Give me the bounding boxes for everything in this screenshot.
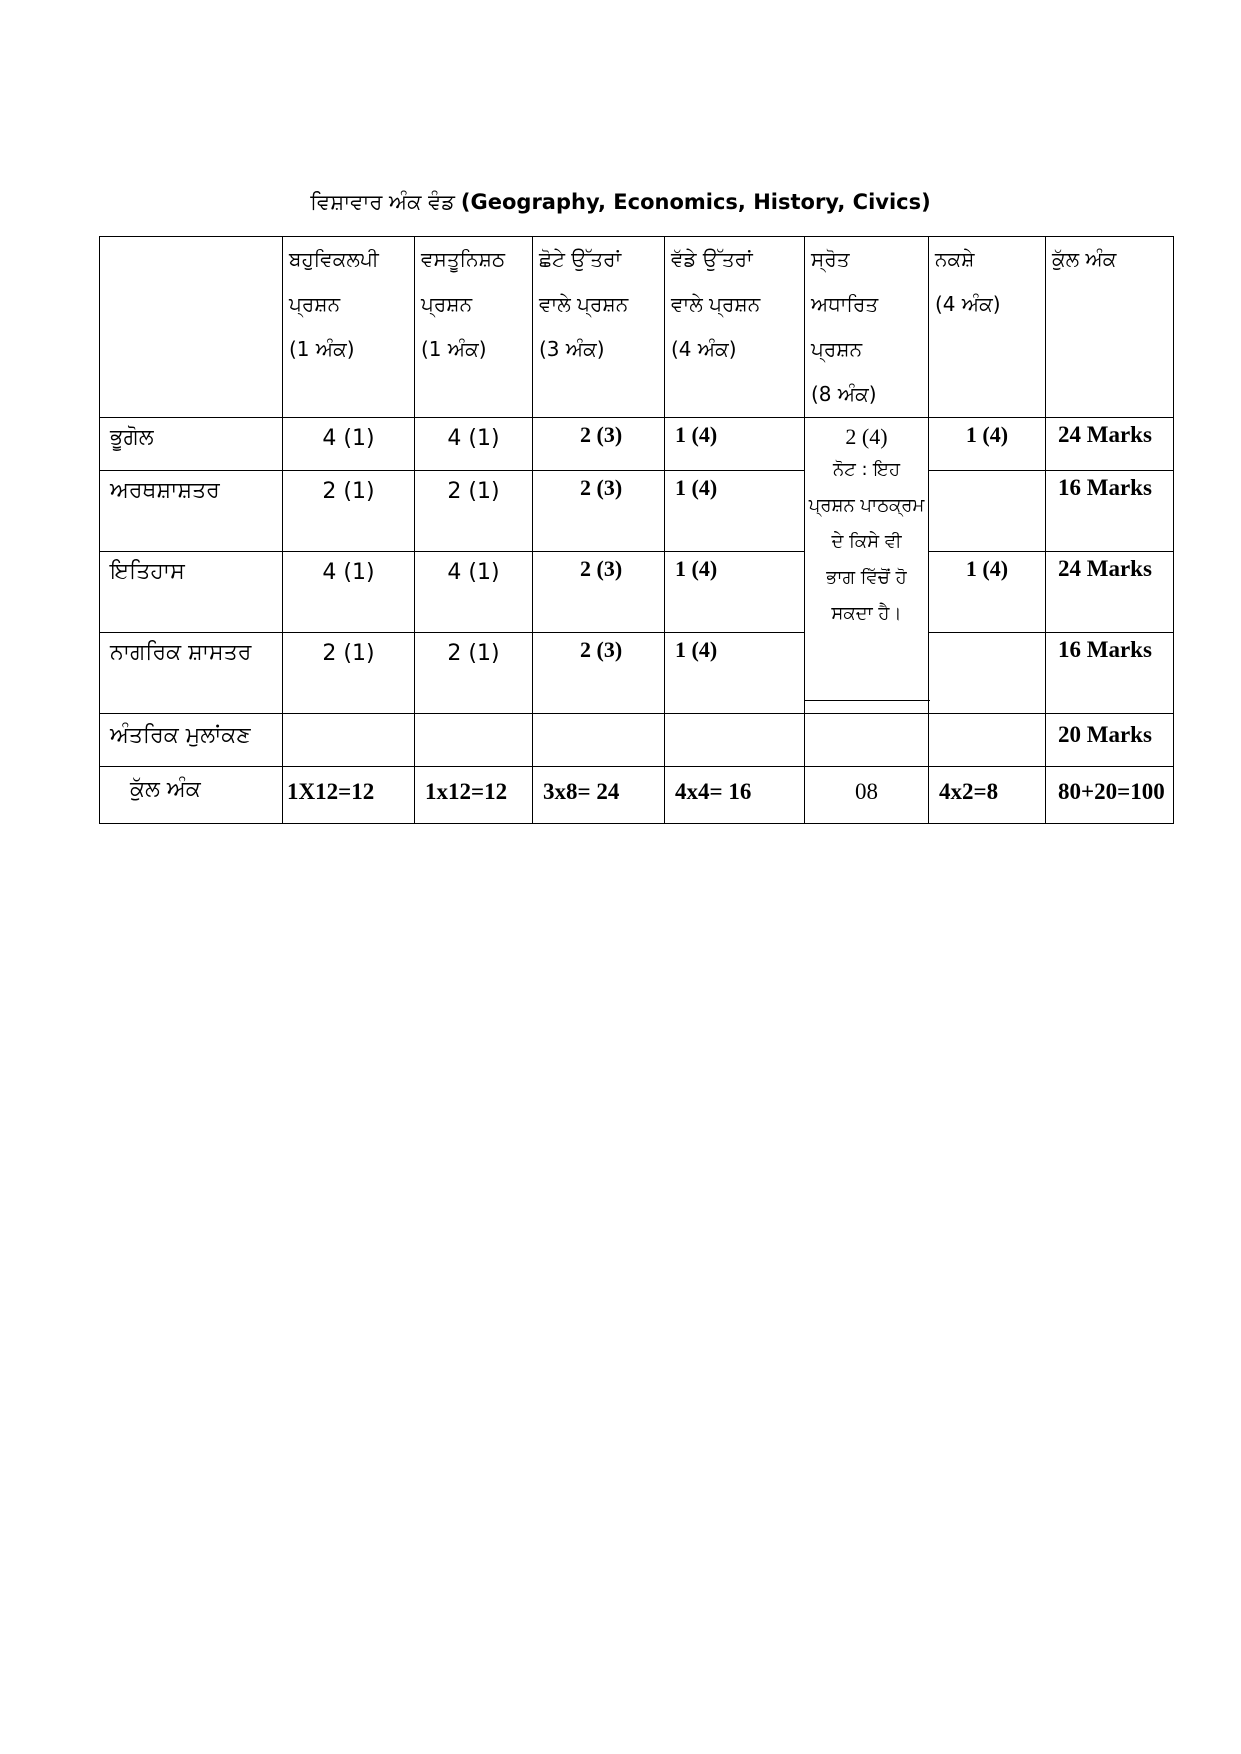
header-mcq: ਬਹੁਵਿਕਲਪੀ ਪ੍ਰਸ਼ਨ (1 ਅੰਕ) xyxy=(283,237,415,418)
cell-map: 1 (4) xyxy=(929,552,1046,633)
divider xyxy=(805,700,930,701)
total-source: 08 xyxy=(805,767,929,824)
header-source-based: ਸ੍ਰੋਤ ਅਧਾਰਿਤ ਪ੍ਰਸ਼ਨ (8 ਅੰਕ) xyxy=(805,237,929,418)
cell-total: 16 Marks xyxy=(1046,471,1174,552)
cell-objective: 4 (1) xyxy=(415,552,533,633)
cell-empty xyxy=(665,714,805,767)
cell-short: 2 (3) xyxy=(533,471,665,552)
table-row xyxy=(100,633,1174,714)
cell-source-based xyxy=(805,418,929,714)
source-note: ਨੋਟ : ਇਹ ਪ੍ਰਸ਼ਨ ਪਾਠਕ੍ਰਮ ਦੇ ਕਿਸੇ ਵੀ ਭਾਗ ਵਿੱਚੋਂ ਹੋ ਸਕਦਾ ਹੈ। xyxy=(808,459,925,624)
header-short-answer: ਛੋਟੇ ਉੱਤਰਾਂ ਵਾਲੇ ਪ੍ਰਸ਼ਨ (3 ਅੰਕ) xyxy=(533,237,665,418)
table-row xyxy=(100,418,1174,471)
cell-objective: 2 (1) xyxy=(415,471,533,552)
cell-empty xyxy=(929,714,1046,767)
cell-total: 16 Marks xyxy=(1046,633,1174,714)
source-value: 2 (4) xyxy=(845,424,888,449)
row-name: ਅੰਤਰਿਕ ਮੁਲਾਂਕਣ xyxy=(100,714,283,767)
cell-total: 24 Marks xyxy=(1046,418,1174,471)
cell-long: 1 (4) xyxy=(665,552,805,633)
header-empty xyxy=(100,237,283,418)
grand-total: 80+20=100 xyxy=(1046,767,1174,824)
cell-total: 20 Marks xyxy=(1046,714,1174,767)
table-row xyxy=(100,471,1174,552)
header-total: ਕੁੱਲ ਅੰਕ xyxy=(1046,237,1174,418)
row-name: ਅਰਥਸ਼ਾਸ਼ਤਰ xyxy=(100,471,283,552)
cell-empty xyxy=(415,714,533,767)
totals-label: ਕੁੱਲ ਅੰਕ xyxy=(100,767,283,824)
row-name: ਭੂਗੋਲ xyxy=(100,418,283,471)
title-punjabi: ਵਿਸ਼ਾਵਾਰ ਅੰਕ ਵੰਡ xyxy=(310,190,455,214)
header-map: ਨਕਸ਼ੇ (4 ਅੰਕ) xyxy=(929,237,1046,418)
total-mcq: 1X12=12 xyxy=(283,767,415,824)
cell-long: 1 (4) xyxy=(665,633,805,714)
marks-distribution-table xyxy=(99,236,1174,824)
cell-objective: 4 (1) xyxy=(415,418,533,471)
header-long-answer: ਵੱਡੇ ਉੱਤਰਾਂ ਵਾਲੇ ਪ੍ਰਸ਼ਨ (4 ਅੰਕ) xyxy=(665,237,805,418)
cell-short: 2 (3) xyxy=(533,418,665,471)
total-short: 3x8= 24 xyxy=(533,767,665,824)
cell-mcq: 2 (1) xyxy=(283,633,415,714)
cell-empty xyxy=(805,714,929,767)
cell-map xyxy=(929,471,1046,552)
cell-map xyxy=(929,633,1046,714)
total-map: 4x2=8 xyxy=(929,767,1046,824)
internal-assessment-row xyxy=(100,714,1174,767)
cell-total: 24 Marks xyxy=(1046,552,1174,633)
cell-mcq: 4 (1) xyxy=(283,418,415,471)
total-long: 4x4= 16 xyxy=(665,767,805,824)
cell-empty xyxy=(283,714,415,767)
cell-short: 2 (3) xyxy=(533,552,665,633)
total-objective: 1x12=12 xyxy=(415,767,533,824)
cell-map: 1 (4) xyxy=(929,418,1046,471)
table-row xyxy=(100,552,1174,633)
title-english: (Geography, Economics, History, Civics) xyxy=(460,190,931,214)
header-objective: ਵਸਤੂਨਿਸ਼ਠ ਪ੍ਰਸ਼ਨ (1 ਅੰਕ) xyxy=(415,237,533,418)
page-title xyxy=(0,190,1241,215)
cell-long: 1 (4) xyxy=(665,471,805,552)
cell-objective: 2 (1) xyxy=(415,633,533,714)
cell-empty xyxy=(533,714,665,767)
cell-mcq: 2 (1) xyxy=(283,471,415,552)
totals-row xyxy=(100,767,1174,824)
cell-short: 2 (3) xyxy=(533,633,665,714)
row-name: ਇਤਿਹਾਸ xyxy=(100,552,283,633)
header-row xyxy=(100,237,1174,418)
cell-long: 1 (4) xyxy=(665,418,805,471)
row-name: ਨਾਗਰਿਕ ਸ਼ਾਸਤਰ xyxy=(100,633,283,714)
cell-mcq: 4 (1) xyxy=(283,552,415,633)
